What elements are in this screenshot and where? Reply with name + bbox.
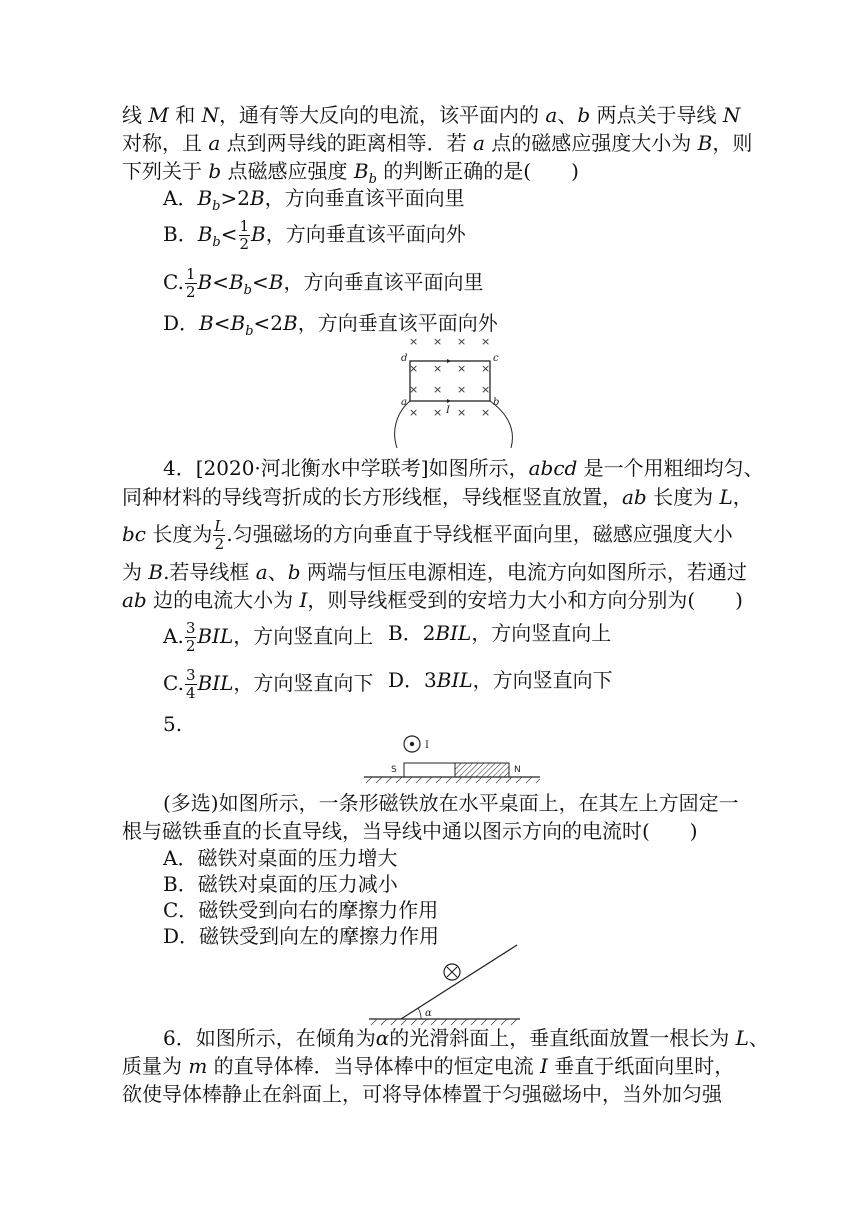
arrow-icon bbox=[447, 399, 451, 403]
q3-line-2: 对称，且 a 点到两导线的距离相等．若 a 点的磁感应强度大小为 B，则 bbox=[122, 131, 753, 155]
label-N: N bbox=[514, 765, 521, 775]
cross-mark: × bbox=[409, 383, 419, 396]
label-c: c bbox=[493, 353, 499, 364]
q3-line-1: 线 M 和 N，通有等大反向的电流，该平面内的 a、b 两点关于导线 N bbox=[122, 103, 741, 127]
q4-option-b[interactable]: B．2BIL，方向竖直向上 bbox=[388, 621, 612, 645]
cross-mark: × bbox=[481, 383, 491, 396]
fraction: $\frac{1}{2}$ bbox=[239, 217, 250, 253]
cross-mark: × bbox=[433, 362, 443, 375]
cross-mark: × bbox=[457, 335, 467, 348]
q5-number: 5. bbox=[163, 712, 183, 736]
wire-frame bbox=[410, 361, 490, 401]
cross-mark: × bbox=[481, 362, 491, 375]
q5-option-c[interactable]: C．磁铁受到向右的摩擦力作用 bbox=[163, 898, 439, 922]
q4-line-5: ab 边的电流大小为 I，则导线框受到的安培力大小和方向分别为( ) bbox=[122, 588, 743, 612]
q5-option-d[interactable]: D．磁铁受到向左的摩擦力作用 bbox=[163, 924, 440, 948]
cross-mark: × bbox=[433, 335, 443, 348]
cross-mark: × bbox=[457, 406, 467, 419]
q4-line-3: bc 长度为 $\frac{L}{2}$ .匀强磁场的方向垂直于导线框平面向里，磁感应强度大小 bbox=[122, 517, 733, 553]
q3-line-3: 下列关于 b 点磁感应强度 $B_b$ 的判断正确的是( ) bbox=[122, 159, 579, 187]
cross-mark: × bbox=[409, 335, 419, 348]
cross-mark: × bbox=[409, 406, 419, 419]
q6-line-3: 欲使导体棒静止在斜面上，可将导体棒置于匀强磁场中，当外加匀强 bbox=[122, 1082, 722, 1106]
cross-mark: × bbox=[481, 406, 491, 419]
cross-mark: × bbox=[457, 362, 467, 375]
cross-mark: × bbox=[433, 406, 443, 419]
q4-option-a[interactable]: A. $\frac{3}{2}$ BIL，方向竖直向上 bbox=[163, 619, 374, 655]
arrow-icon bbox=[447, 359, 451, 363]
q3-option-c[interactable]: C. $\frac{1}{2}$ $B<B_b<B$，方向垂直该平面向里 bbox=[163, 265, 484, 301]
cross-mark: × bbox=[457, 383, 467, 396]
q5-line-2: 根与磁铁垂直的长直导线，当导线中通以图示方向的电流时( ) bbox=[122, 819, 698, 843]
figure-q5-magnet bbox=[362, 732, 542, 786]
q5-option-b[interactable]: B．磁铁对桌面的压力减小 bbox=[163, 872, 398, 896]
q4-option-d[interactable]: D．3BIL，方向竖直向下 bbox=[388, 668, 613, 692]
fraction: $\frac{3}{4}$ bbox=[185, 666, 196, 702]
magnet-north bbox=[455, 763, 509, 777]
q3-option-d[interactable]: D．$B<B_b<2B$，方向垂直该平面向外 bbox=[163, 311, 498, 339]
lead-wire bbox=[490, 401, 512, 448]
q3-option-b[interactable]: B．$B_b<$ $\frac{1}{2}$ B，方向垂直该平面向外 bbox=[163, 217, 466, 253]
q6-line-1: 6．如图所示，在倾角为α的光滑斜面上，垂直纸面放置一根长为 L、 bbox=[163, 1026, 769, 1050]
q4-option-c[interactable]: C. $\frac{3}{4}$ BIL，方向竖直向下 bbox=[163, 666, 374, 702]
lead-wire bbox=[395, 401, 410, 448]
magnet-south bbox=[404, 763, 455, 777]
fraction: $\frac{L}{2}$ bbox=[214, 517, 225, 553]
q4-line-4: 为 B.若导线框 a、b 两端与恒压电源相连，电流方向如图所示，若通过 bbox=[122, 560, 747, 584]
fraction: $\frac{3}{2}$ bbox=[185, 619, 196, 655]
fraction: $\frac{1}{2}$ bbox=[185, 265, 196, 301]
label-b: b bbox=[493, 397, 500, 408]
table-hatch bbox=[366, 777, 540, 783]
q6-line-2: 质量为 m 的直导体棒．当导体棒中的恒定电流 I 垂直于纸面向里时， bbox=[122, 1054, 735, 1078]
q5-line-1: (多选)如图所示，一条形磁铁放在水平桌面上，在其左上方固定一 bbox=[163, 791, 739, 815]
q5-option-a[interactable]: A．磁铁对桌面的压力增大 bbox=[163, 846, 398, 870]
q4-line-1: 4．[2020·河北衡水中学联考]如图所示，abcd 是一个用粗细均匀、 bbox=[163, 456, 764, 480]
label-alpha: α bbox=[425, 1008, 432, 1019]
label-I: I bbox=[446, 405, 450, 416]
q4-line-2: 同种材料的导线弯折成的长方形线框，导线框竖直放置，ab 长度为 L， bbox=[122, 485, 753, 509]
figure-q4-frame bbox=[385, 334, 525, 452]
cross-mark: × bbox=[433, 383, 443, 396]
q3-option-a[interactable]: A．$B_b>2B$，方向垂直该平面向里 bbox=[163, 186, 465, 214]
label-a: a bbox=[401, 397, 407, 408]
label-I: I bbox=[425, 740, 429, 751]
label-S: S bbox=[391, 765, 397, 775]
cross-mark: × bbox=[409, 362, 419, 375]
label-d: d bbox=[401, 353, 408, 364]
angle-arc bbox=[418, 1008, 421, 1019]
figure-q6-incline bbox=[365, 940, 525, 1026]
cross-mark: × bbox=[481, 335, 491, 348]
